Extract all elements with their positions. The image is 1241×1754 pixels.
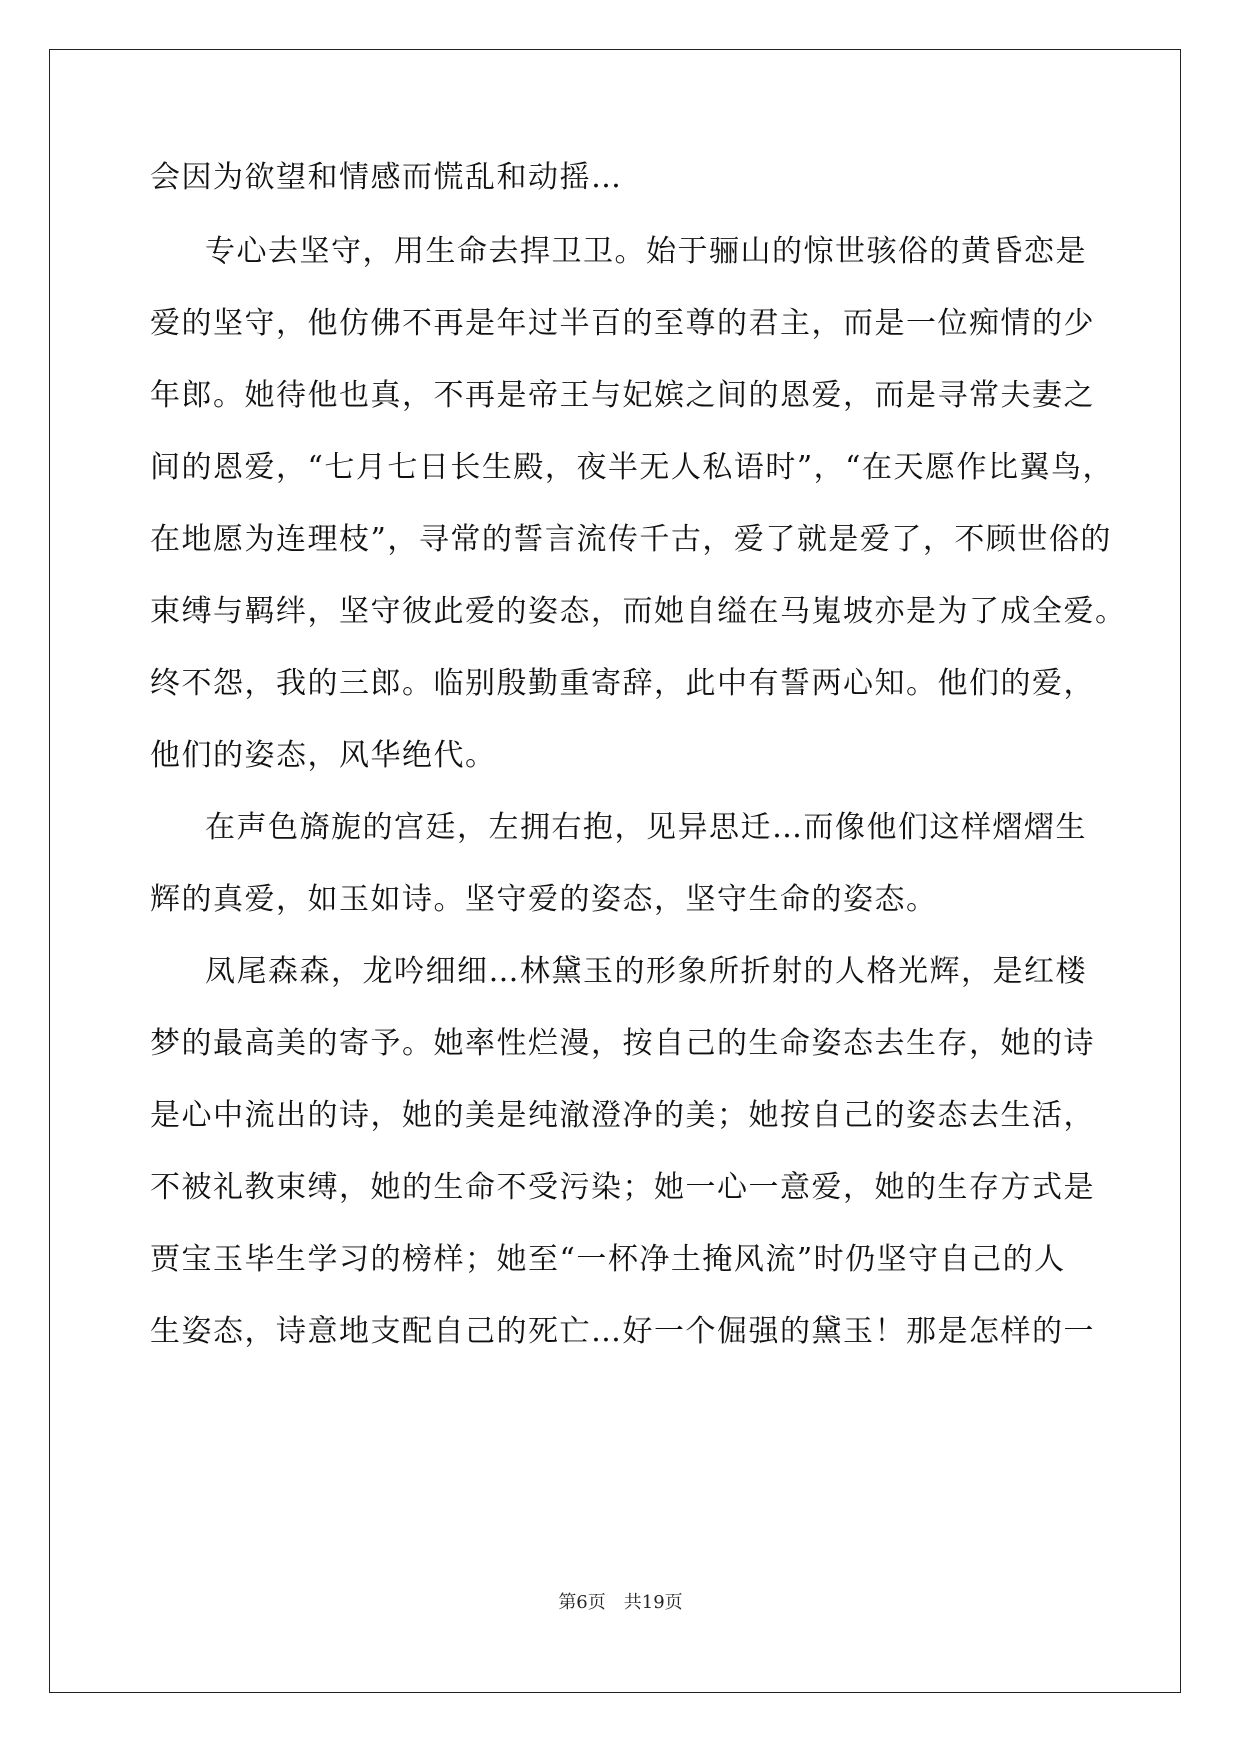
text-line: 梦的最高美的寄予。她率性烂漫，按自己的生命姿态去生存，她的诗 [150, 1026, 1095, 1061]
text-line: 束缚与羁绊，坚守彼此爱的姿态，而她自缢在马嵬坡亦是为了成全爱。 [150, 594, 1127, 629]
text-line: 终不怨，我的三郎。临别殷勤重寄辞，此中有誓两心知。他们的爱， [150, 666, 1095, 701]
paragraph-first-line: 在声色旖旎的宫廷，左拥右抱，见异思迁…而像他们这样熠熠生 [205, 810, 1087, 845]
text-line: 不被礼教束缚，她的生命不受污染；她一心一意爱，她的生存方式是 [150, 1170, 1095, 1205]
page-border [49, 49, 1181, 1693]
text-line: 生姿态，诗意地支配自己的死亡…好一个倔强的黛玉！那是怎样的一 [150, 1314, 1095, 1349]
text-line: 是心中流出的诗，她的美是纯澈澄净的美；她按自己的姿态去生活， [150, 1098, 1095, 1133]
paragraph-first-line: 专心去坚守，用生命去捍卫卫。始于骊山的惊世骇俗的黄昏恋是 [205, 234, 1087, 269]
text-line: 贾宝玉毕生学习的榜样；她至“一杯净土掩风流”时仍坚守自己的人 [150, 1242, 1066, 1277]
text-line: 在地愿为连理枝”，寻常的誓言流传千古，爱了就是爱了，不顾世俗的 [150, 522, 1112, 557]
text-line: 辉的真爱，如玉如诗。坚守爱的姿态，坚守生命的姿态。 [150, 882, 938, 917]
text-line: 他们的姿态，风华绝代。 [150, 738, 497, 773]
text-line: 会因为欲望和情感而慌乱和动摇… [150, 160, 623, 195]
text-line: 年郎。她待他也真，不再是帝王与妃嫔之间的恩爱，而是寻常夫妻之 [150, 378, 1095, 413]
paragraph-first-line: 凤尾森森，龙吟细细…林黛玉的形象所折射的人格光辉，是红楼 [205, 954, 1087, 989]
page-number: 第6页 共19页 [558, 1592, 683, 1613]
text-line: 间的恩爱，“七月七日长生殿，夜半无人私语时”，“在天愿作比翼鸟， [150, 450, 1115, 485]
text-line: 爱的坚守，他仿佛不再是年过半百的至尊的君主，而是一位痴情的少 [150, 306, 1095, 341]
